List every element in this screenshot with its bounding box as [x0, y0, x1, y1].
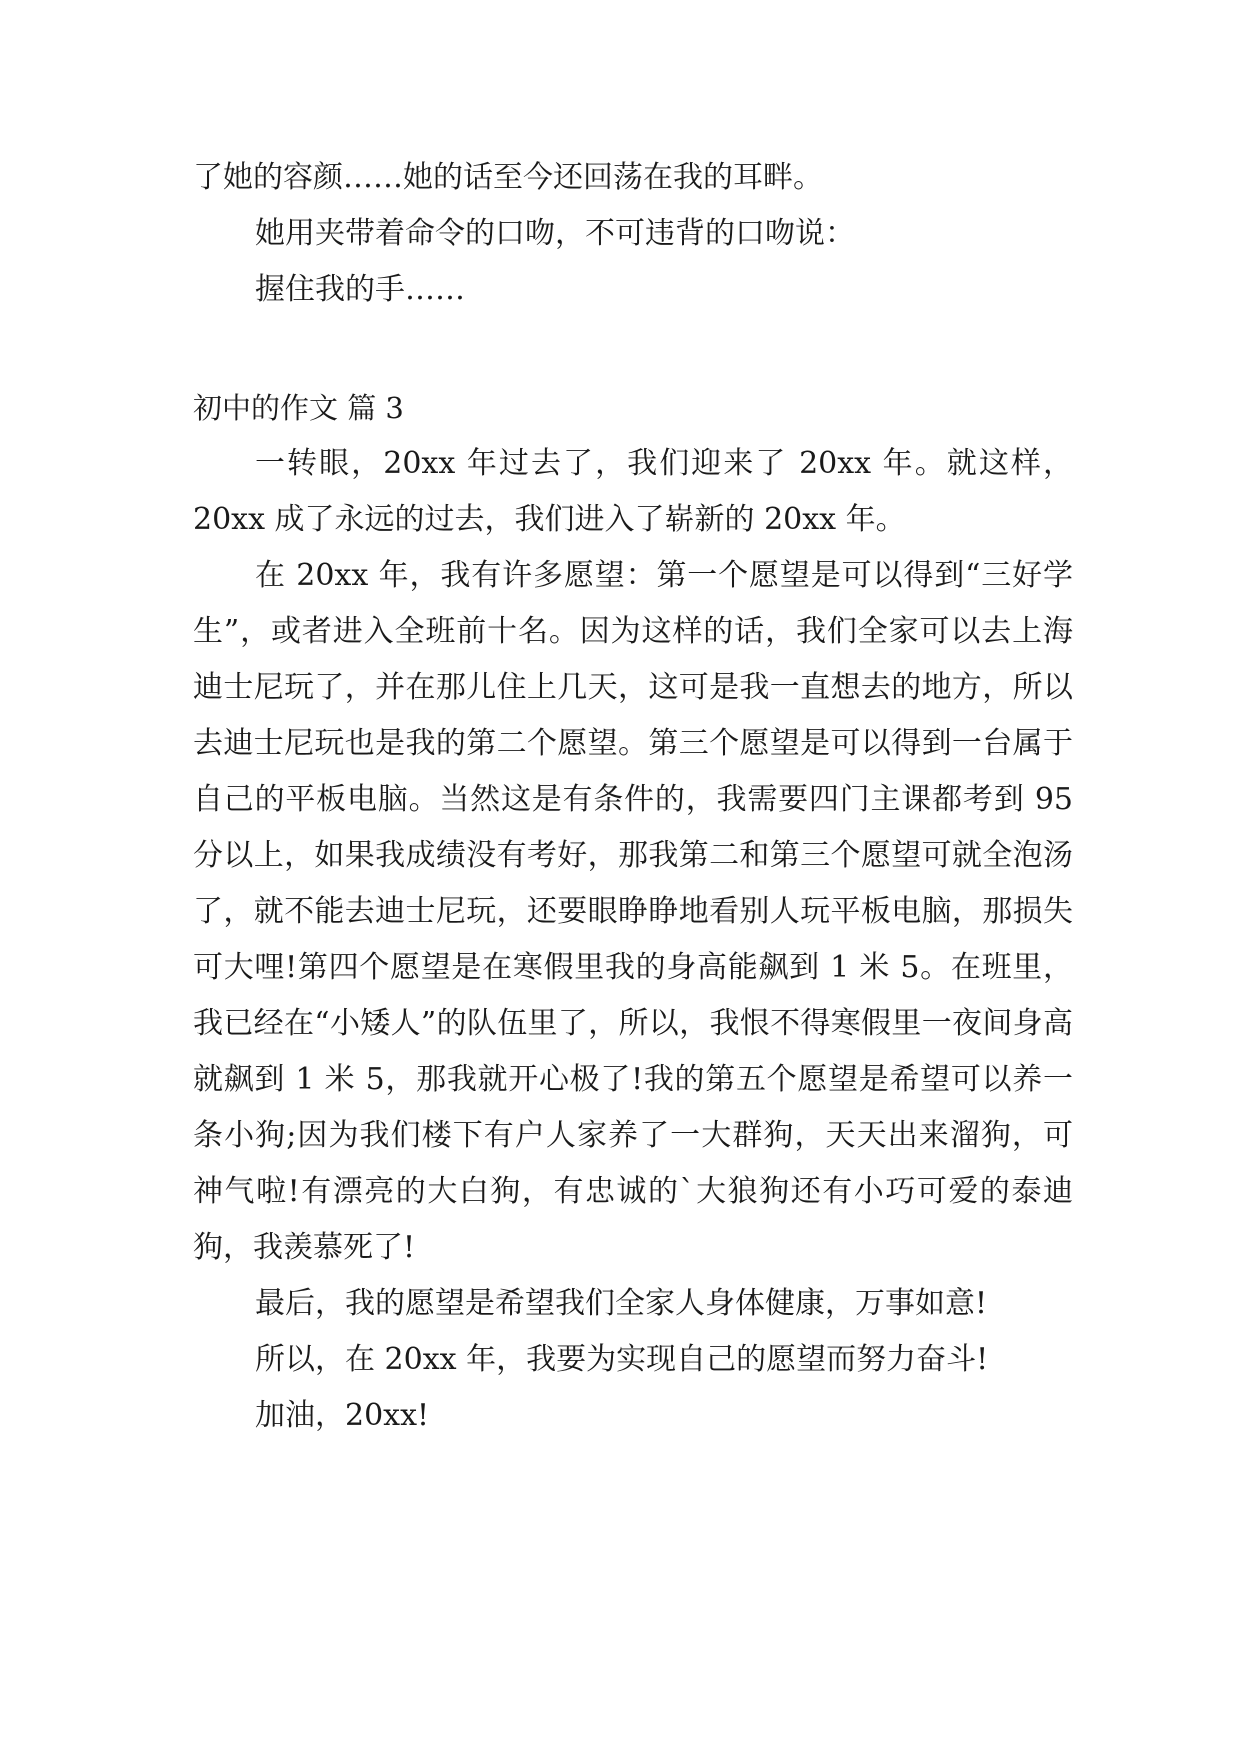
paragraph-4: 所以，在 20xx 年，我要为实现自己的愿望而努力奋斗! [255, 1342, 989, 1377]
paragraph-2: 在 20xx 年，我有许多愿望：第一个愿望是可以得到“三好学生”，或者进入全班前十名。因为这样的话，我们全家可以去上海迪士尼玩了，并在那儿住上几天，这可是我一直想去的地方，所以去迪士尼玩也是我的第二个愿望。第三个愿望是可以得到一台属于自己的平板电脑。当然这是有条件的，我需要四门主课都考到 95 分以上，如果我成绩没有考好，那我第二和第三个愿望可就全泡汤了，就不能去迪士尼玩，还要眼睁睁地看别人玩平板电脑，那损失可大哩!第四个愿望是在寒假里我的身高能飙到 1 米 5。在班里，我已经在“小矮人”的队伍里了，所以，我恨不得寒假里一夜间身高就飙到 1 米 5，那我就开心极了!我的第五个愿望是希望可以养一条小狗;因为我们楼下有户人家养了一大群狗，天天出来溜狗，可神气啦!有漂亮的大白狗，有忠诚的`大狼狗还有小巧可爱的泰迪狗，我羡慕死了! [193, 558, 1073, 1265]
section-title: 初中的作文 篇 3 [193, 391, 404, 425]
paragraph-3: 最后，我的愿望是希望我们全家人身体健康，万事如意! [255, 1286, 988, 1321]
document-body [193, 150, 1073, 1444]
paragraph-prev-tail-3: 握住我的手…… [255, 272, 465, 307]
paragraph-prev-tail-2: 她用夹带着命令的口吻，不可违背的口吻说： [255, 216, 855, 251]
paragraph-prev-tail-1: 了她的容颜……她的话至今还回荡在我的耳畔。 [193, 160, 823, 195]
paragraph-5: 加油，20xx! [255, 1398, 430, 1433]
paragraph-1: 一转眼，20xx 年过去了，我们迎来了 20xx 年。就这样，20xx 成了永远的过去，我们进入了崭新的 20xx 年。 [193, 446, 1073, 537]
